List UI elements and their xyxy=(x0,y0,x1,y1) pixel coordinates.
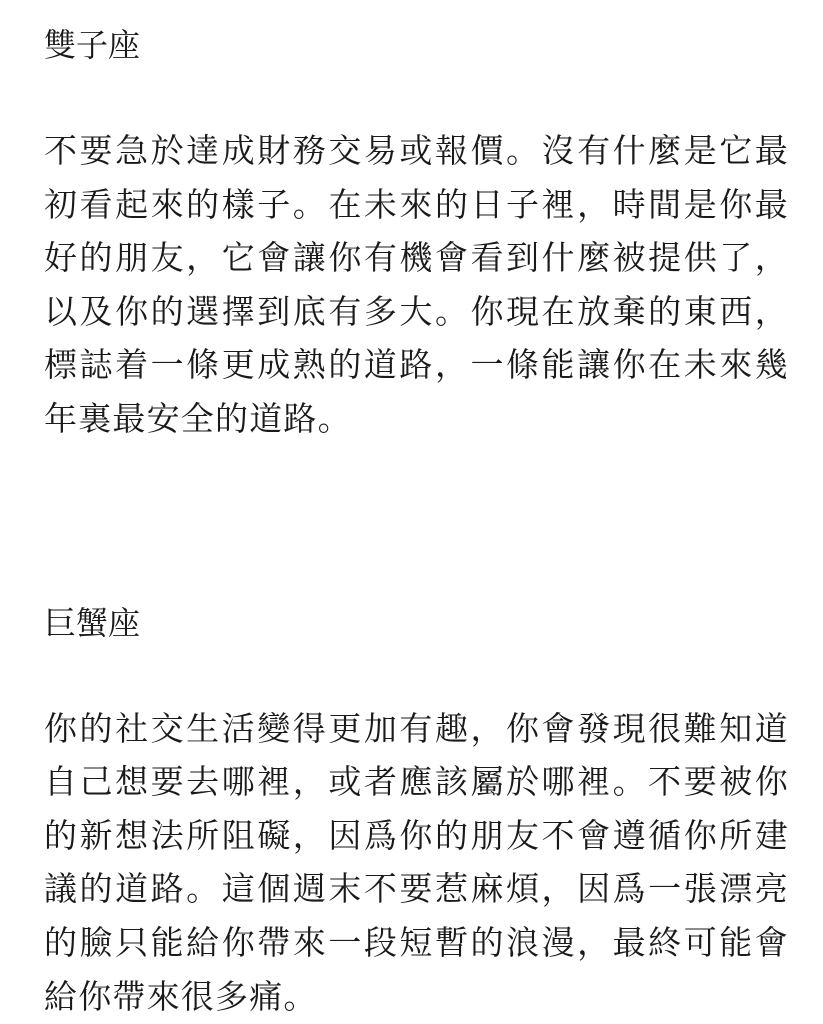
gemini-text: 不要急於達成財務交易或報價。沒有什麼是它最初看起來的樣子。在未來的日子裡，時間是你最好的朋友，它會讓你有機會看到什麼被提供了，以及你的選擇到底有多大。你現在放棄的東西，標誌着一條更成熟的道路，一條能讓你在未來幾年裏最安全的道路。 xyxy=(44,131,789,438)
cancer-text: 你的社交生活變得更加有趣，你會發現很難知道自己想要去哪裡，或者應該屬於哪裡。不要被你的新想法所阻礙，因爲你的朋友不會遵循你所建議的道路。這個週末不要惹麻煩，因爲一張漂亮的臉只能給你帶來一段短暫的浪漫，最終可能會給你帶來很多痛。 xyxy=(44,708,789,1016)
cancer-title: 巨蟹座 xyxy=(44,603,141,642)
gemini-title: 雙子座 xyxy=(44,26,141,64)
cancer-section xyxy=(44,596,789,1024)
gemini-section xyxy=(44,18,789,446)
horoscope-article xyxy=(44,18,789,1023)
